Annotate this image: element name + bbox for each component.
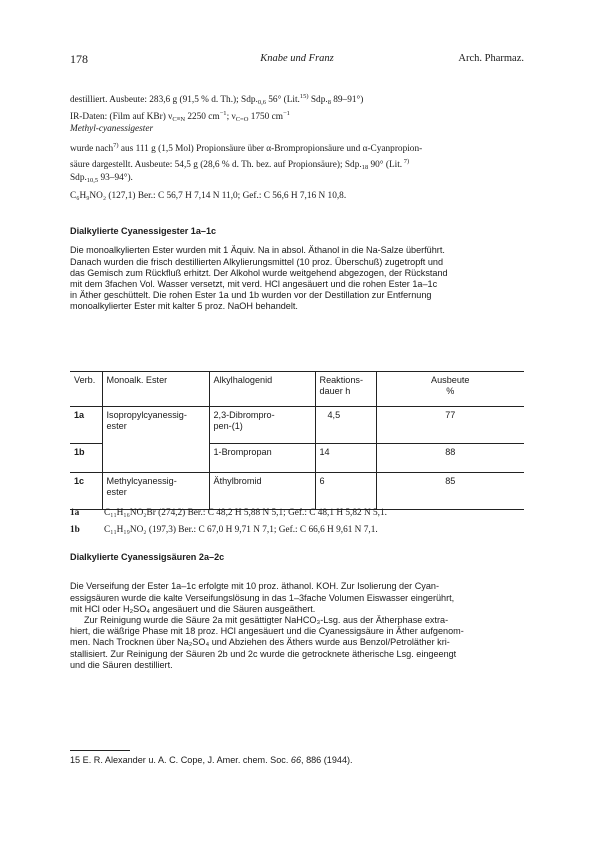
reaction-table [70,371,524,510]
analysis-line: 1b C₁₁H₁₉NO₂ (197,3) Ber.: C 67,0 H 9,71 N 7,1; Gef.: C 66,6 H 9,61 N 7,1. [70,525,378,536]
cell-yield: 88 [376,444,524,473]
body-line: Die Verseifung der Ester 1a–1c erfolgte mit 10 proz. äthanol. KOH. Zur Isolierung der Cyan- [70,581,439,592]
table-header-row [70,372,524,407]
body-line: mit HCl oder H₂SO₄ angesäuert und die Säuren ausgeäthert. [70,603,316,614]
header-journal: Arch. Pharmaz. [458,53,524,64]
analysis-block [70,508,524,537]
body-line: men. Nach Trocknen über Na₂SO₄ und Abziehen des Äthers wurde aus Benzol/Petroläther kri- [70,637,450,648]
methyl-cyanessigester-section [70,124,524,202]
dialkylierte-saeuren-section [70,552,524,671]
cell-duration: 4,5 [315,407,376,444]
ir-line: IR-Daten: (Film auf KBr) $\nu_{C\equiv N}$ 2250 $cm^{-1}$; $\nu_{C=O}$ 1750 $cm^{-1}$ [70,110,290,124]
running-header [70,52,524,68]
body-line: $Sdp._{10,5}$ 93–94°). [70,173,133,185]
cell-yield: 85 [376,473,524,510]
cell-verb: 1b [70,444,102,473]
cell-verb: 1c [70,473,102,510]
body-line: monoalkylierter Ester mit kalter 5 proz. NaOH behandelt. [70,301,298,312]
cell-verb: 1a [74,410,85,420]
elemental-analysis: C₆H₉NO₂ (127,1) Ber.: C 56,7 H 7,14 N 11,0; Gef.: C 56,6 H 7,16 N 10,8. [70,190,347,201]
body-line: wurde nach$^{7)}$ aus 111 g (1,5 Mol) Propionsäure über α-Brompropionsäure und α-Cyanpropion- [70,142,423,155]
body-line: mit dem 3fachen Vol. Wasser versetzt, mit verd. HCl angesäuert und die rohen Ester 1a–1c [70,279,438,290]
footnote-divider [70,750,130,751]
yield-line: destilliert. Ausbeute: 283,6 g (91,5 % d. Th.); $Sdp._{0,6}$ 56° (Lit.$^{15)}$ $Sdp._8$ 89–91°) [70,93,364,106]
body-line: Die monoalkylierten Ester wurden mit 1 Äquiv. Na in absol. Äthanol in die Na-Salze überführt. [70,245,445,256]
body-line: hiert, die wäßrige Phase mit 18 proz. HCl angesäuert und die Cyanessigsäure in Äther aufgenom- [70,626,464,637]
cell-halide: Äthylbromid [209,473,315,510]
cell-ester: Isopropylcyanessig- ester [102,407,209,473]
footnote: 15 E. R. Alexander u. A. C. Cope, J. Amer. chem. Soc. 66, 886 (1944). [70,755,353,765]
page-number: 178 [70,52,88,66]
body-line: und die Säuren destilliert. [70,659,173,670]
section-title: Methyl-cyanessigester [70,124,154,134]
col-header-ester: Monoalk. Ester [102,372,209,407]
body-line: säure dargestellt. Ausbeute: 54,5 g (28,6 % d. Th. bez. auf Propionsäure); $Sdp._{18}$ 90° (Lit. $^{7)}$ [70,157,410,171]
col-header-verb: Verb. [70,372,102,407]
cell-halide: 1-Brompropan [209,444,315,473]
table-row [70,407,524,444]
col-header-halide: Alkylhalogenid [209,372,315,407]
ir-data-block [70,91,524,126]
cell-duration: 14 [315,444,376,473]
body-line: Zur Reinigung wurde die Säure 2a mit gesättigter NaHCO₃-Lsg. aus der Ätherphase extra- [84,615,449,626]
col-header-yield: Ausbeute % [376,372,524,407]
body-line: Danach wurden die frisch destillierten Alkylierungsmittel (10 proz. Überschuß) zugetropft und [70,256,444,267]
body-line: das Gemisch zum Rückfluß erhitzt. Der Alkohol wurde weitgehend abgezogen, der Rückstand [70,267,448,278]
col-header-duration: Reaktions- dauer h [315,372,376,407]
section-title: Dialkylierte Cyanessigsäuren 2a–2c [70,552,225,562]
body-line: in Äther geschüttelt. Die rohen Ester 1a und 1b wurden vor der Destillation zur Entfernung [70,290,432,301]
cell-halide: 2,3-Dibrompro- pen-(1) [209,407,315,444]
body-line: essigsäuren wurde die kalte Verseifungslösung in das 1–3fache Volumen Eiswasser eingerührt, [70,592,455,603]
cell-ester: Methylcyanessig- ester [102,473,209,510]
dialkylierte-ester-section [70,226,524,313]
section-title: Dialkylierte Cyanessigester 1a–1c [70,226,217,236]
table-row [70,473,524,510]
analysis-line: 1a C₁₁H₁₆NO₂Br (274,2) Ber.: C 48,2 H 5,88 N 5,1; Gef.: C 48,1 H 5,82 N 5,1. [70,508,387,518]
cell-duration: 6 [315,473,376,510]
header-authors: Knabe und Franz [260,53,334,64]
body-line: stallisiert. Zur Reinigung der Säuren 2b und 2c wurde die getrocknete ätherische Lsg. eingeengt [70,648,457,659]
cell-yield: 77 [376,407,524,444]
